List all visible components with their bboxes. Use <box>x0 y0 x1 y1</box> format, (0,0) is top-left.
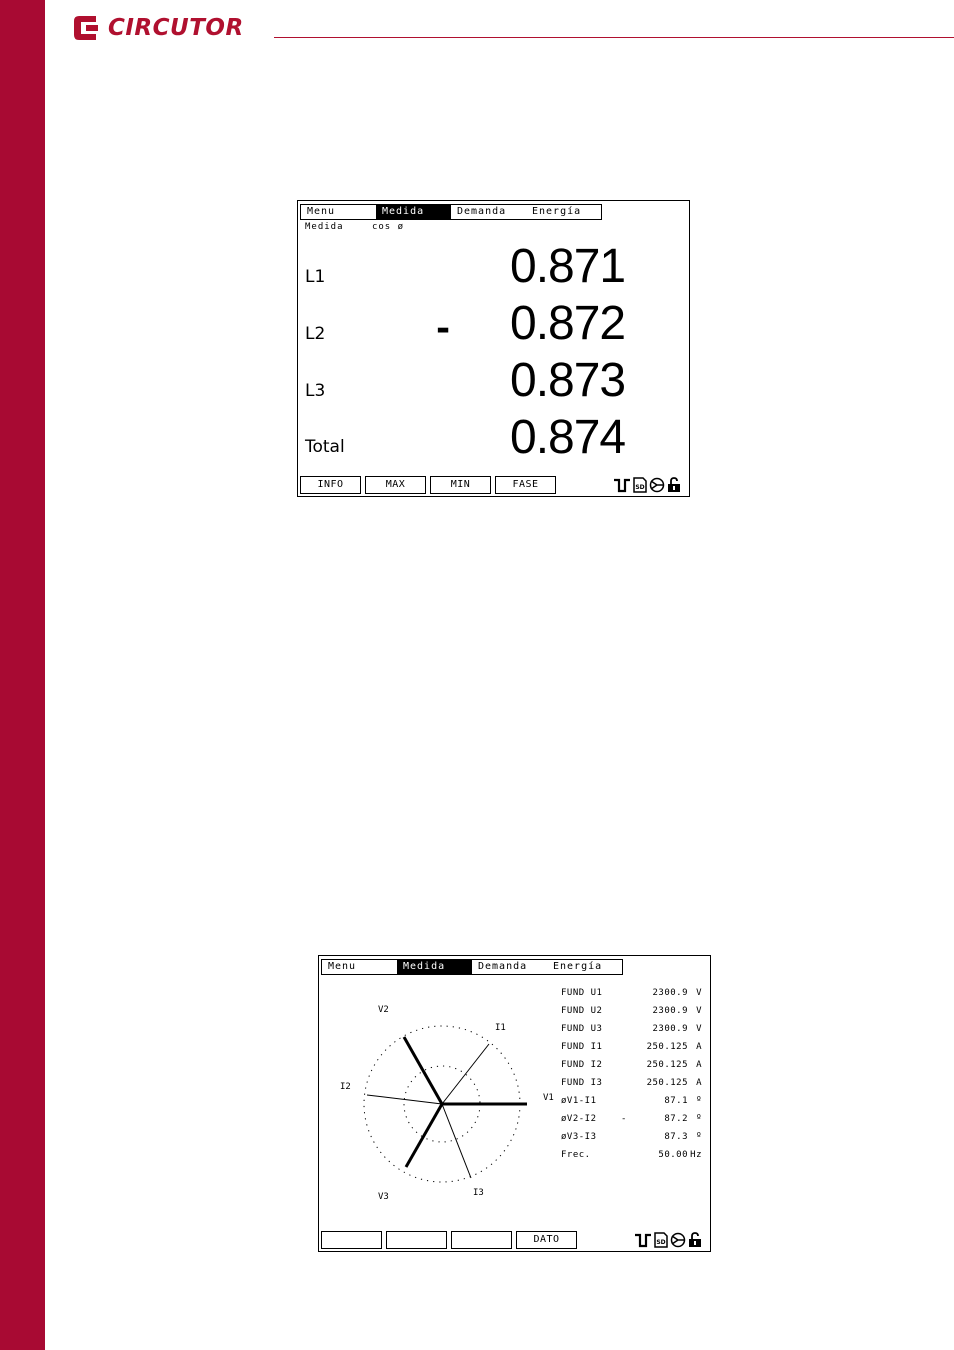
value-number: 250.125 <box>646 1060 688 1070</box>
value-row <box>561 1110 706 1128</box>
unlock-icon <box>688 1232 702 1248</box>
phasor-v3 <box>406 1104 442 1167</box>
value-unit: V <box>696 1024 702 1034</box>
row-value-l3: 0.873 <box>510 354 626 407</box>
signal-icon <box>634 1233 652 1248</box>
value-unit: º <box>696 1114 702 1124</box>
screen2-menu-item-medida[interactable]: Medida <box>397 960 472 974</box>
value-row <box>561 1056 706 1074</box>
row-label-l1: L1 <box>305 267 326 287</box>
phasor-diagram <box>319 956 559 1221</box>
value-unit: V <box>696 1006 702 1016</box>
function-key-3[interactable] <box>451 1231 512 1249</box>
min-button[interactable]: MIN <box>430 476 491 494</box>
value-name: FUND I3 <box>561 1078 603 1088</box>
value-unit: V <box>696 988 702 998</box>
screen2-menu-item-demanda[interactable]: Demanda <box>478 961 528 972</box>
row-label-total: Total <box>305 437 345 457</box>
screen1-subtitle-right: cos ø <box>371 222 405 232</box>
svg-text:SD: SD <box>656 1239 666 1246</box>
value-number: 2300.9 <box>652 1006 688 1016</box>
screen1-menu-item-energia[interactable]: Energía <box>532 206 582 217</box>
info-button[interactable]: INFO <box>300 476 361 494</box>
value-unit: Hz <box>690 1150 702 1160</box>
value-unit: A <box>696 1060 702 1070</box>
function-key-2[interactable] <box>386 1231 447 1249</box>
value-name: øV2-I2 <box>561 1114 597 1124</box>
value-unit: A <box>696 1042 702 1052</box>
value-number: 50.00 <box>658 1150 688 1160</box>
value-row <box>561 1146 706 1164</box>
row-value-l2: 0.872 <box>510 297 626 350</box>
brand-name: CIRCUTOR <box>108 15 244 41</box>
circutor-logo <box>70 12 260 46</box>
value-name: Frec. <box>561 1150 591 1160</box>
value-number: 87.1 <box>664 1096 688 1106</box>
value-name: FUND U1 <box>561 988 603 998</box>
value-name: FUND I1 <box>561 1042 603 1052</box>
value-row <box>561 1074 706 1092</box>
fan-icon <box>670 1232 686 1248</box>
row-sign-l2: - <box>436 309 451 349</box>
value-name: øV3-I3 <box>561 1132 597 1142</box>
function-key-1[interactable] <box>321 1231 382 1249</box>
screen1-menu-item-medida[interactable]: Medida <box>376 205 451 219</box>
phasor-label-v3: V3 <box>378 1192 389 1202</box>
screen1-status-icons <box>613 477 681 493</box>
value-number: 250.125 <box>646 1078 688 1088</box>
phasor-v2 <box>404 1037 442 1104</box>
value-sign: - <box>621 1114 627 1124</box>
value-row <box>561 1038 706 1056</box>
max-button[interactable]: MAX <box>365 476 426 494</box>
value-name: FUND U2 <box>561 1006 603 1016</box>
row-value-total: 0.874 <box>510 411 626 464</box>
sd-card-icon <box>654 1232 668 1248</box>
phasor-i2 <box>367 1095 442 1104</box>
phasor-label-v1: V1 <box>543 1093 554 1103</box>
row-label-l3: L3 <box>305 381 326 401</box>
value-unit: A <box>696 1078 702 1088</box>
value-row <box>561 1002 706 1020</box>
value-row <box>561 1128 706 1146</box>
svg-text:SD: SD <box>635 484 645 491</box>
unlock-icon <box>667 477 681 493</box>
value-unit: º <box>696 1132 702 1142</box>
value-name: øV1-I1 <box>561 1096 597 1106</box>
phasor-values-list <box>561 984 706 1164</box>
row-label-l2: L2 <box>305 324 326 344</box>
phasor-label-i2: I2 <box>340 1082 351 1092</box>
screen1-menu-item-menu[interactable]: Menu <box>307 206 336 217</box>
phasor-i3 <box>442 1104 471 1178</box>
phasor-label-i1: I1 <box>495 1023 506 1033</box>
fan-icon <box>649 477 665 493</box>
display-screen-cos-phi <box>297 200 690 497</box>
screen1-subtitle-left: Medida <box>305 222 344 232</box>
value-row <box>561 1020 706 1038</box>
value-name: FUND U3 <box>561 1024 603 1034</box>
screen2-status-icons <box>634 1232 702 1248</box>
value-number: 87.2 <box>664 1114 688 1124</box>
value-unit: º <box>696 1096 702 1106</box>
screen2-menu-item-energia[interactable]: Energía <box>553 961 603 972</box>
screen1-menu-bar <box>300 204 602 220</box>
screen1-subtitle <box>305 222 426 232</box>
sd-card-icon <box>633 477 647 493</box>
screen1-menu-item-demanda[interactable]: Demanda <box>457 206 507 217</box>
value-number: 250.125 <box>646 1042 688 1052</box>
fase-button[interactable]: FASE <box>495 476 556 494</box>
value-number: 2300.9 <box>652 1024 688 1034</box>
row-value-l1: 0.871 <box>510 240 626 293</box>
dato-button[interactable]: DATO <box>516 1231 577 1249</box>
display-screen-phasor <box>318 955 711 1252</box>
value-number: 2300.9 <box>652 988 688 998</box>
signal-icon <box>613 478 631 493</box>
value-name: FUND I2 <box>561 1060 603 1070</box>
screen1-function-keys <box>300 476 556 494</box>
phasor-i1 <box>442 1044 489 1104</box>
phasor-label-v2: V2 <box>378 1005 389 1015</box>
value-number: 87.3 <box>664 1132 688 1142</box>
header-rule <box>274 37 954 38</box>
circutor-logo-icon <box>70 12 102 44</box>
screen2-function-keys <box>321 1231 577 1249</box>
value-row <box>561 984 706 1002</box>
phasor-label-i3: I3 <box>473 1188 484 1198</box>
side-color-bar <box>0 0 45 1350</box>
value-row <box>561 1092 706 1110</box>
screen2-menu-item-menu[interactable]: Menu <box>328 961 357 972</box>
